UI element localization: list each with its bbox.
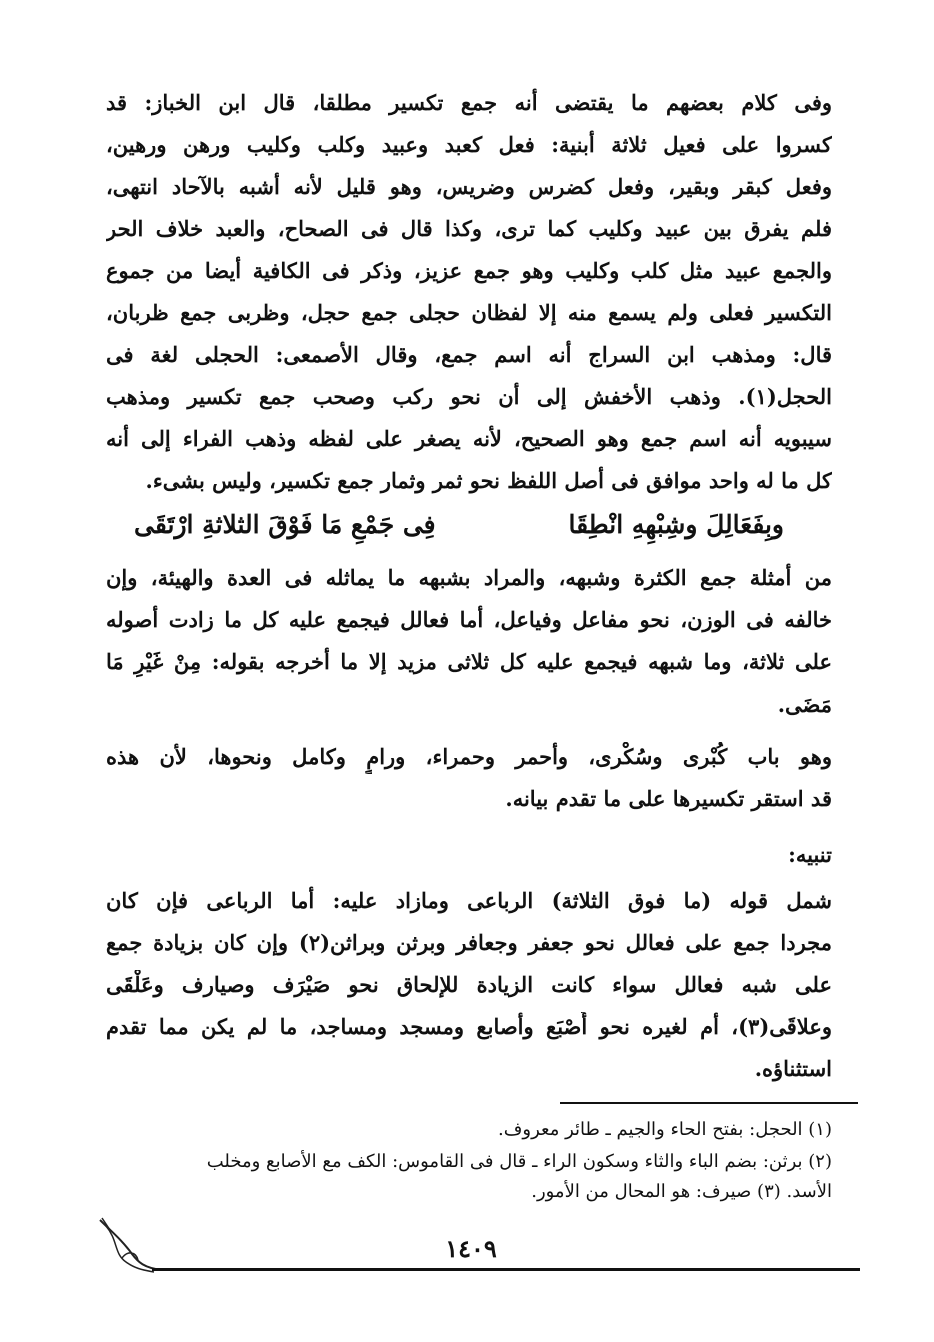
- verse-hemistich-first: وبِفَعَالِلَ وشِبْهِهِ انْطِقَا: [568, 510, 784, 539]
- body-line: وفى كلام بعضهم ما يقتضى أنه جمع تكسير مطلقا، قال ابن الخباز: قد: [106, 90, 832, 115]
- body-line: كسروا على فعيل ثلاثة أبنية: فعل كعبد وعبيد وكلب وكليب ورهن ورهين،: [106, 132, 832, 157]
- commentary-line: مَضَى.: [777, 692, 832, 717]
- commentary-line: وعلاقَى(٣)، أم لغيره نحو أَصْبَع وأصابع ومسجد ومساجد، ما لم يكن مما تقدم: [106, 1014, 832, 1039]
- commentary-line: قد استقر تكسيرها على ما تقدم بيانه.: [505, 786, 832, 811]
- footnote: الأسد. (٣) صيرف: هو المحال من الأمور.: [531, 1181, 832, 1202]
- page-bottom-rule: [152, 1268, 860, 1271]
- body-line: كل ما له واحد موافق فى أصل اللفظ نحو ثمر وثمار جمع تكسير، وليس بشىء.: [145, 468, 832, 493]
- commentary-line: خالفه فى الوزن، نحو مفاعل وفياعل، أما فعالل فيجمع عليه كل ما زادت أصوله: [106, 607, 832, 632]
- body-line: والجمع عبيد مثل كلب وكليب وهو جمع عزيز، وذكر فى الكافية أيضا من جموع: [106, 258, 832, 283]
- footnote: (١) الحجل: بفتح الحاء والجيم ـ طائر معروف.: [498, 1119, 832, 1140]
- verse-hemistich-second: فِى جَمْعِ مَا فَوْقَ الثلاثةِ ارْتَقَى: [134, 510, 436, 539]
- body-line: سيبويه أنه اسم جمع وهو الصحيح، لأنه يصغر على لفظه وذهب الفراء إلى أنه: [106, 426, 832, 451]
- body-line: فلم يفرق بين عبيد وكليب كما ترى، وكذا قال فى الصحاح، والعبد خلاف الحر: [106, 216, 832, 241]
- footnote-separator: [560, 1102, 858, 1104]
- commentary-line: على ثلاثة، وما شبهه فيجمع عليه كل ثلاثى مزيد إلا ما أخرجه بقوله: مِنْ غَيْرِ مَا: [106, 649, 832, 674]
- body-line: قال: ومذهب ابن السراج أنه اسم جمع، وقال الأصمعى: الحجلى لغة فى: [106, 342, 832, 367]
- commentary-line: من أمثلة جمع الكثرة وشبهه، والمراد بشبهه ما يماثله فى العدة والهيئة، وإن: [106, 565, 832, 590]
- commentary-line: شمل قوله (ما فوق الثلاثة) الرباعى ومازاد عليه: أما الرباعى فإن كان: [106, 888, 832, 913]
- section-heading: تنبيه:: [788, 842, 832, 867]
- commentary-line: وهو باب كُبْرى وسُكْرى، وأحمر وحمراء، ورامٍ وكامل ونحوها، لأن هذه: [106, 744, 832, 769]
- body-line: وفعل كبقر وبقير، وفعل كضرس وضريس، وهو قليل لأنه أشبه بالآحاد انتهى،: [106, 174, 832, 199]
- commentary-line: على شبه فعالل سواء كانت الزيادة للإلحاق نحو صَيْرَف وصيارف وعَلْقَى: [106, 972, 832, 997]
- body-line: الحجل(١). وذهب الأخفش إلى أن نحو ركب وصحب جمع تكسير ومذهب: [106, 384, 832, 409]
- poetry-verse: [134, 505, 784, 549]
- commentary-line: استثناؤه.: [754, 1056, 832, 1081]
- commentary-line: مجردا جمع على فعالل نحو جعفر وجعافر وبرثن وبراثن(٢) وإن كان بزيادة جمع: [106, 930, 832, 955]
- body-line: التكسير فعلى ولم يسمع منه إلا لفظان حجلى جمع حجل، وظربى جمع ظربان،: [106, 300, 832, 325]
- page-number: ١٤٠٩: [445, 1234, 497, 1263]
- footnote: (٢) برثن: بضم الباء والثاء وسكون الراء ـ قال فى القاموس: الكف مع الأصابع ومخلب: [206, 1151, 832, 1172]
